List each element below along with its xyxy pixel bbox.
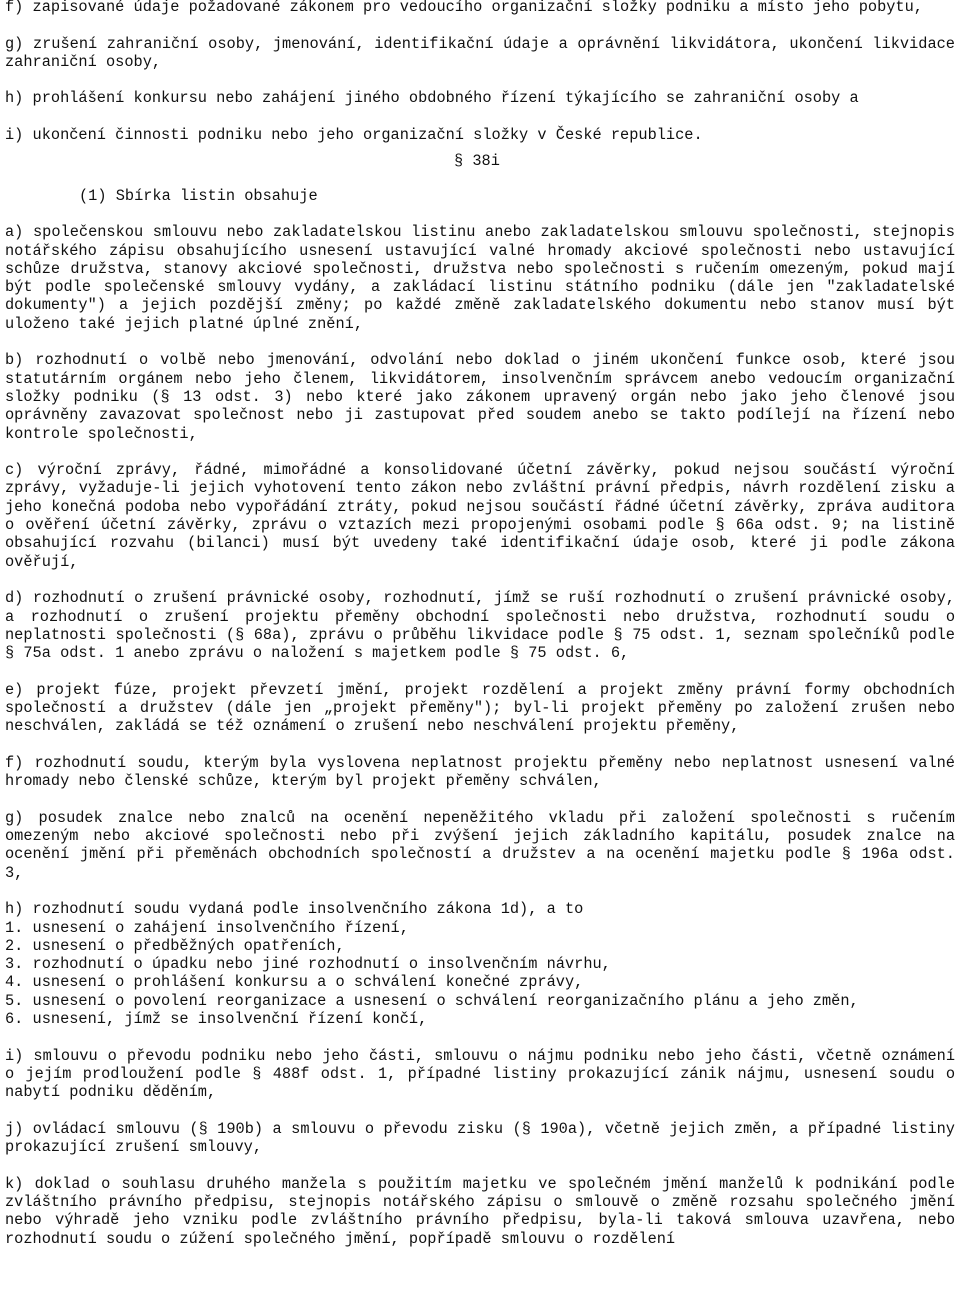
section-intro: (1) Sbírka listin obsahuje <box>79 186 318 205</box>
document-page <box>5 0 955 1266</box>
item-k: k) doklad o souhlasu druhého manžela s použitím majetku ve společném jmění manželů k podnikání podle zvláštního právního předpisu, stejnopis notářského zápisu o smlouvě o změně rozsahu společného jmění nebo výhradě jeho vzniku podle zvláštního právního předpisu, byla-li taková smlouva uzavřena, nebo rozhodnutí soudu o zúžení společného jmění, popřípadě smlouvu o rozdělení <box>5 1174 955 1248</box>
item-c: c) výroční zprávy, řádné, mimořádné a konsolidované účetní závěrky, pokud nejsou součástí výroční zprávy, vyžaduje-li jejich vyhotovení tento zákon nebo zvláštní právní předpis, návrh rozdělení zisku a jeho konečná podoba nebo vypořádání ztráty, pokud nejsou součástí řádné účetní závěrky, zpráva auditora o ověření účetní závěrky, zprávu o vztazích mezi propojenými osobami podle § 66a odst. 9; na listině obsahující rozvahu (bilanci) musí být uvedeny také identifikační údaje osob, které ji podle zákona ověřují, <box>5 461 955 571</box>
paragraph-g: g) zrušení zahraniční osoby, jmenování, identifikační údaje a oprávnění likvidátora, ukončení likvidace zahraniční osoby, <box>5 34 955 71</box>
list-item: 1. usnesení o zahájení insolvenčního řízení, <box>5 918 409 937</box>
list-item: 5. usnesení o povolení reorganizace a usnesení o schválení reorganizačního plánu a jeho změn, <box>5 991 859 1010</box>
paragraph-f: f) zapisované údaje požadované zákonem pro vedoucího organizační složky podniku a místo jeho pobytu, <box>5 0 923 16</box>
list-item: 2. usnesení o předběžných opatřeních, <box>5 936 345 955</box>
paragraph-h: h) prohlášení konkursu nebo zahájení jiného obdobného řízení týkajícího se zahraniční osoby a <box>5 89 859 108</box>
item-d: d) rozhodnutí o zrušení právnické osoby, rozhodnutí, jímž se ruší rozhodnutí o zrušení právnické osoby, a rozhodnutí o zrušení projektu přeměny obchodní společnosti nebo družstva, rozhodnutí soudu o neplatnosti společnosti (§ 68a), zprávu o průběhu likvidace podle § 75 odst. 1, seznam společníků podle § 75a odst. 1 anebo zprávu o naložení s majetkem podle § 75 odst. 6, <box>5 589 955 663</box>
item-f: f) rozhodnutí soudu, kterým byla vyslovena neplatnost projektu přeměny nebo neplatnost usnesení valné hromady nebo členské schůze, kterým byl projekt přeměny schválen, <box>5 753 955 791</box>
list-item: 6. usnesení, jímž se insolvenční řízení končí, <box>5 1010 428 1029</box>
item-g: g) posudek znalce nebo znalců na ocenění nepeněžitého vkladu při založení společnosti s ručením omezeným nebo akciové společnosti nebo při zvýšení jejich základního kapitálu, posudek znalce na ocenění jmění při přeměnách obchodních společností a družstev a na ocenění majetku podle § 196a odst. 3, <box>5 808 955 882</box>
item-h <box>5 900 955 1028</box>
list-item: 3. rozhodnutí o úpadku nebo jiné rozhodnutí o insolvenčním návrhu, <box>5 955 611 974</box>
section-heading: § 38i <box>454 152 500 171</box>
paragraph-i: i) ukončení činnosti podniku nebo jeho organizační složky v České republice. <box>5 126 703 145</box>
item-h-intro: h) rozhodnutí soudu vydaná podle insolvenčního zákona 1d), a to <box>5 900 584 919</box>
item-a: a) společenskou smlouvu nebo zakladatelskou listinu anebo zakladatelskou smlouvu společnosti, stejnopis notářského zápisu obsahujícího usnesení ustavující valné hromady akciové společnosti nebo ustavující schůze družstva, stanovy akciové společnosti, družstva nebo společnosti s ručením omezeným, pokud mají být podle společenské smlouvy vydány, a zakládací listinu státního podniku (dále jen "zakladatelské dokumenty") a jejich pozdější změny; po každé změně zakladatelského dokumentu nebo stanov musí být uloženo také jejich platné úplné znění, <box>5 223 955 333</box>
item-b: b) rozhodnutí o volbě nebo jmenování, odvolání nebo doklad o jiném ukončení funkce osob, které jsou statutárním orgánem nebo jeho členem, likvidátorem, insolvenčním správcem anebo vedoucím organizační složky podniku (§ 13 odst. 3) nebo které jako zákonem upravený orgán nebo jako jeho členové jsou oprávněny zavazovat společnost nebo ji zastupovat před soudem anebo se takto podílejí na řízení nebo kontrole společnosti, <box>5 351 955 443</box>
list-item: 4. usnesení o prohlášení konkursu a o schválení konečné zprávy, <box>5 973 584 992</box>
item-e: e) projekt fúze, projekt převzetí jmění, projekt rozdělení a projekt změny právní formy obchodních společností a družstev (dále jen „projekt přeměny"); byl-li projekt přeměny po založení zrušen nebo neschválen, zakládá se též oznámení o zrušení nebo neschválení projektu přeměny, <box>5 680 955 736</box>
item-j: j) ovládací smlouvu (§ 190b) a smlouvu o převodu zisku (§ 190a), včetně jejich změn, a případné listiny prokazující zrušení smlouvy, <box>5 1119 955 1157</box>
item-i: i) smlouvu o převodu podniku nebo jeho části, smlouvu o nájmu podniku nebo jeho části, včetně oznámení o jejím prodloužení podle § 488f odst. 1, případné listiny prokazující zánik nájmu, usnesení soudu o nabytí podniku děděním, <box>5 1046 955 1102</box>
